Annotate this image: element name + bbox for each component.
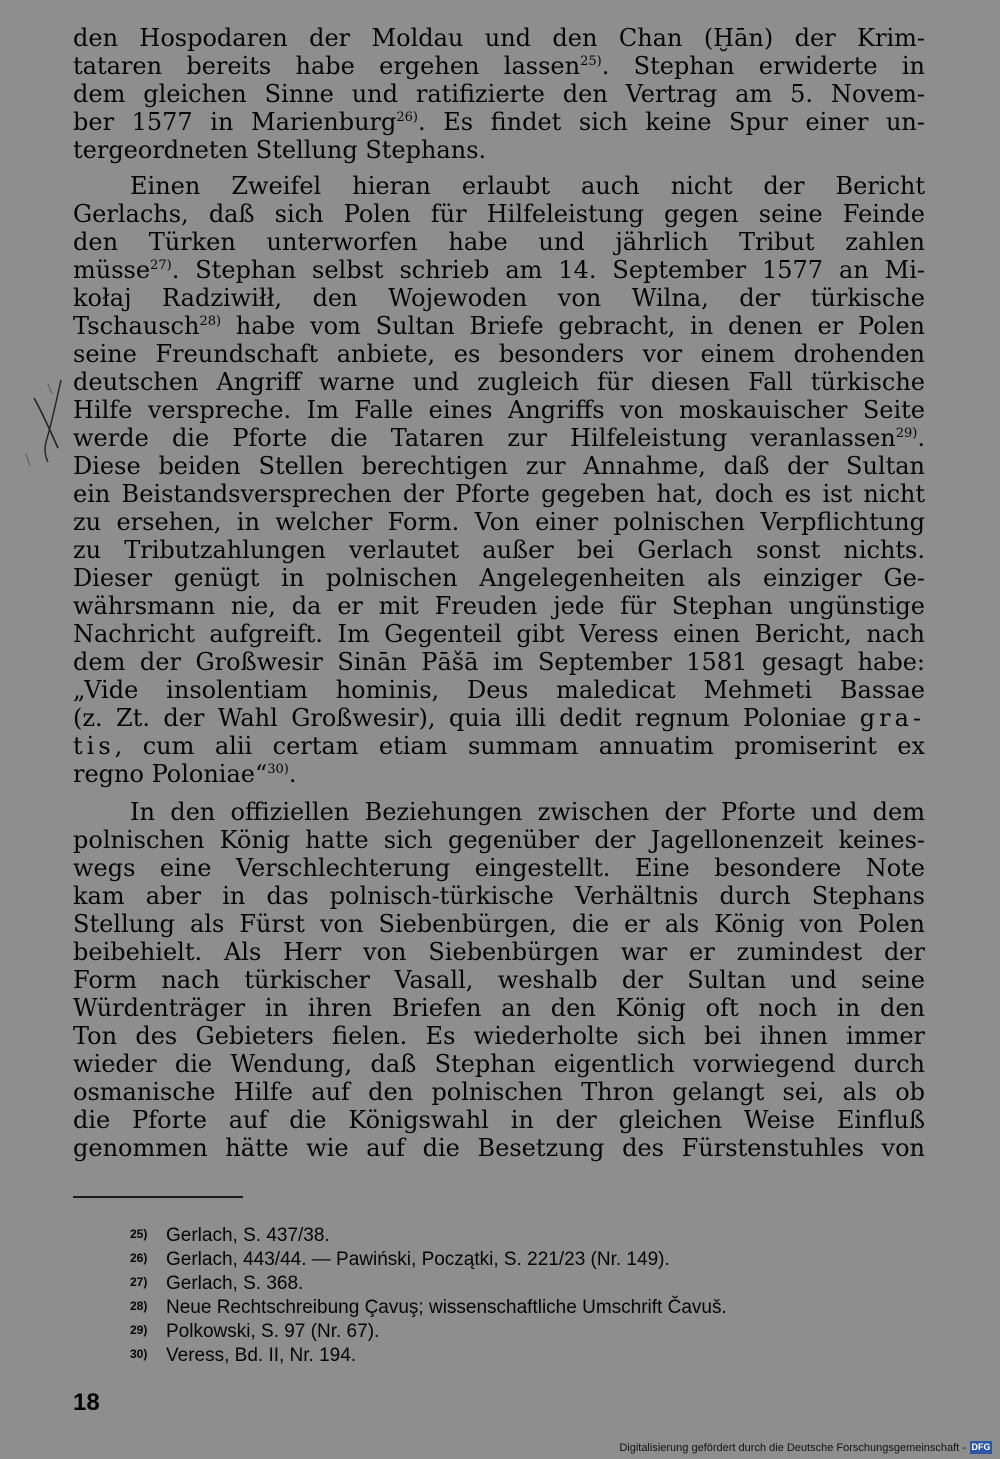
text-run: werde die Pforte die Tataren zur Hilfeleistung veranlassen: [73, 424, 896, 452]
text-line: deutschen Angriff warne und zugleich für diesen Fall türkische: [73, 368, 925, 396]
footnote-text: Gerlach, S. 368.: [166, 1273, 304, 1294]
text-run: Tschausch: [73, 312, 200, 340]
text-line: wegs eine Verschlechterung eingestellt. Eine besondere Note: [73, 854, 925, 882]
text-run: . Stephan selbst schrieb am 14. September 1577 an Mi-: [171, 256, 925, 284]
footnote-ref: 29): [895, 426, 918, 441]
text-line: [73, 256, 925, 284]
text-run: müsse: [73, 256, 151, 284]
text-run: , cum alii certam etiam summam annuatim promiserint ex: [114, 732, 925, 760]
text-run: . Es findet sich keine Spur einer un-: [418, 108, 926, 136]
text-line: tergeordneten Stellung Stephans.: [73, 136, 487, 164]
footnote-ref: 30): [267, 762, 289, 777]
text-line: genommen hätte wie auf die Besetzung des Fürstenstuhles von: [73, 1134, 925, 1162]
page-number: 18: [73, 1389, 100, 1416]
text-line: zu ersehen, in welcher Form. Von einer polnischen Verpflichtung: [73, 508, 925, 536]
text-line: [73, 52, 925, 80]
text-line: den Hospodaren der Moldau und den Chan (Ḫān) der Krim-: [73, 24, 925, 52]
text-line: [73, 760, 925, 788]
text-line: [73, 424, 925, 452]
footnote-ref: 27): [150, 258, 172, 273]
text-line: Würdenträger in ihren Briefen an den König oft noch in den: [73, 994, 925, 1022]
footnote-ref: 25): [580, 54, 602, 69]
text-run: regno Poloniae“: [73, 760, 268, 788]
text-run: (z. Zt. der Wahl Großwesir), quia illi dedit regnum Poloniae: [73, 704, 860, 732]
footnote-ref: 28): [199, 314, 222, 329]
text-run: habe vom Sultan Briefe gebracht, in denen er Polen: [221, 312, 925, 340]
text-line: osmanische Hilfe auf den polnischen Thron gelangt sei, als ob: [73, 1078, 925, 1106]
text-line: Diese beiden Stellen berechtigen zur Annahme, daß der Sultan: [73, 452, 925, 480]
footnote-text: Neue Rechtschreibung Çavuş; wissenschaftliche Umschrift Čavuš.: [166, 1297, 727, 1318]
footnote-number: 27): [130, 1275, 148, 1289]
text-line: den Türken unterworfen habe und jährlich Tribut zahlen: [73, 228, 925, 256]
text-line: zu Tributzahlungen verlautet außer bei Gerlach sonst nichts.: [73, 536, 925, 564]
spaced-emphasis: tis: [73, 732, 115, 760]
text-line: Gerlachs, daß sich Polen für Hilfeleistung gegen seine Feinde: [73, 200, 925, 228]
footnote-rule: [73, 1196, 243, 1198]
footnote-number: 25): [130, 1227, 148, 1241]
text-line: dem der Großwesir Sinān Pāšā im September 1581 gesagt habe:: [73, 648, 925, 676]
cross-mark-icon: [18, 370, 68, 480]
text-run: tataren bereits habe ergehen lassen: [73, 52, 581, 80]
text-line: beibehielt. Als Herr von Siebenbürgen war er zumindest der: [73, 938, 925, 966]
digitization-credit: Digitalisierung gefördert durch die Deutsche Forschungsgemeinschaft -: [619, 1442, 966, 1454]
text-line: „Vide insolentiam hominis, Deus maledicat Mehmeti Bassae: [73, 676, 925, 704]
text-line: In den offiziellen Beziehungen zwischen der Pforte und dem: [130, 798, 925, 826]
text-line: währsmann nie, da er mit Freuden jede für Stephan ungünstige: [73, 592, 925, 620]
text-line: polnischen König hatte sich gegenüber der Jagellonenzeit keines-: [73, 826, 925, 854]
text-line: [73, 108, 925, 136]
text-run: .: [288, 760, 297, 788]
text-line: Form nach türkischer Vasall, weshalb der Sultan und seine: [73, 966, 925, 994]
text-line: ein Beistandsversprechen der Pforte gegeben hat, doch es ist nicht: [73, 480, 925, 508]
footnote-number: 26): [130, 1251, 148, 1265]
text-line: Nachricht aufgreift. Im Gegenteil gibt Veress einen Bericht, nach: [73, 620, 925, 648]
text-line: Hilfe verspreche. Im Falle eines Angriffs von moskauischer Seite: [73, 396, 925, 424]
footnote-number: 28): [130, 1299, 148, 1313]
footnote-text: Polkowski, S. 97 (Nr. 67).: [166, 1321, 380, 1342]
text-line: seine Freundschaft anbiete, es besonders vor einem drohenden: [73, 340, 925, 368]
text-line: Dieser genügt in polnischen Angelegenheiten als einziger Ge-: [73, 564, 925, 592]
text-run: . Stephan erwiderte in: [601, 52, 926, 80]
text-line: wieder die Wendung, daß Stephan eigentlich vorwiegend durch: [73, 1050, 925, 1078]
text-run: ber 1577 in Marienburg: [73, 108, 397, 136]
text-line: kołaj Radziwiłł, den Wojewoden von Wilna, der türkische: [73, 284, 925, 312]
footnote-text: Gerlach, S. 437/38.: [166, 1225, 330, 1246]
footnote-number: 29): [130, 1323, 148, 1337]
footnote-number: 30): [130, 1347, 148, 1361]
text-line: [73, 732, 925, 760]
text-line: Stellung als Fürst von Siebenbürgen, die er als König von Polen: [73, 910, 925, 938]
footnote-text: Gerlach, 443/44. — Pawiński, Początki, S. 221/23 (Nr. 149).: [166, 1249, 670, 1270]
footnote-ref: 26): [396, 110, 418, 125]
spaced-emphasis: gra-: [859, 704, 925, 732]
text-line: dem gleichen Sinne und ratifizierte den Vertrag am 5. Novem-: [73, 80, 925, 108]
text-line: kam aber in das polnisch-türkische Verhältnis durch Stephans: [73, 882, 925, 910]
text-run: .: [917, 424, 925, 452]
dfg-logo: DFG: [971, 1442, 991, 1452]
text-line: [73, 312, 925, 340]
footnote-text: Veress, Bd. II, Nr. 194.: [166, 1345, 357, 1366]
text-line: die Pforte auf die Königswahl in der gleichen Weise Einfluß: [73, 1106, 925, 1134]
text-line: Ton des Gebieters fielen. Es wiederholte sich bei ihnen immer: [73, 1022, 925, 1050]
text-line: [73, 704, 925, 732]
text-line: Einen Zweifel hieran erlaubt auch nicht der Bericht: [130, 172, 925, 200]
